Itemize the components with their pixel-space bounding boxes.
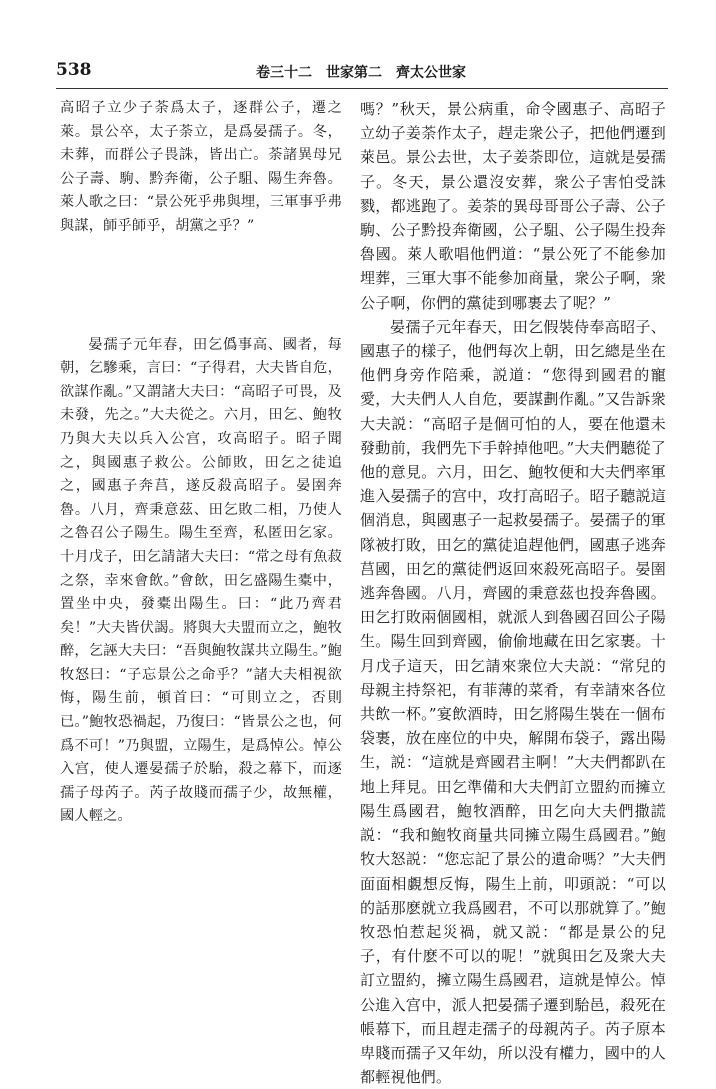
classical-text-column — [60, 97, 342, 837]
page-header — [56, 60, 668, 86]
classical-paragraph-1: 高昭子立少子荼爲太子，逐群公子，遷之萊。景公卒，太子荼立，是爲晏孺子。冬，未葬，而群公子畏誅，皆出亡。荼諸異母兄公子壽、駒、黔奔衛，公子駔、陽生奔魯。萊人歌之曰：“景公死乎弗與埋，三軍事乎弗與謀，師乎師乎，胡黨之乎？” — [60, 100, 342, 234]
header-rule — [56, 88, 668, 89]
translation-paragraph-1: 嗎？”秋天，景公病重，命令國惠子、高昭子立幼子姜荼作太子，趕走衆公子，把他們遷到萊邑。景公去世，太子姜荼即位，這就是晏孺子。冬天，景公還沒安葬，衆公子害怕受誅戮，都逃跑了。姜荼的異母哥哥公子壽、公子駒、公子黔投奔衛國，公子駔、公子陽生投奔魯國。萊人歌唱他們道：“景公死了不能參加埋葬，三軍大事不能參加商量，衆公子啊，衆公子啊，你們的黨徒到哪裹去了呢？” — [360, 100, 666, 312]
classical-paragraph-2: 晏孺子元年春，田乞僞事高、國者，每朝，乞驂乘，言曰：“子得君，大夫皆自危，欲謀作亂。”又謂諸大夫曰：“高昭子可畏，及未發，先之。”大夫從之。六月，田乞、鮑牧乃與大夫以兵入公宫，攻高昭子。昭子聞之，與國惠子救公。公師敗，田乞之徒追之，國惠子奔莒，遂反殺高昭子。晏圉奔魯。八月，齊秉意茲、田乞敗二相，乃使人之魯召公子陽生。陽生至齊，私匿田乞家。十月戊子，田乞請諸大夫曰：“常之母有魚菽之祭，幸來會飲。”會飲，田乞盛陽生橐中，置坐中央，發橐出陽生。曰：“此乃齊君矣！”大夫皆伏謁。將與大夫盟而立之，鮑牧醉，乞誣大夫曰：“吾與鮑牧謀共立陽生。”鮑牧怒曰：“子忘景公之命乎？”諸大夫相視欲悔，陽生前，頓首曰：“可則立之，否則已。”鮑牧恐禍起，乃復曰：“皆景公之也，何爲不可！”乃與盟，立陽生，是爲悼公。悼公入宫，使人遷晏孺子於駘，殺之幕下，而逐孺子母芮子。芮子故賤而孺子少，故無權，國人輕之。 — [60, 336, 342, 825]
page-number: 538 — [56, 60, 92, 80]
paragraph-gap — [60, 239, 342, 334]
running-title: 卷三十二 世家第二 齊太公世家 — [256, 65, 466, 81]
translation-column — [360, 97, 666, 1087]
translation-paragraph-2: 晏孺子元年春天，田乞假裝侍奉高昭子、國惠子的樣子，他們每次上朝，田乞總是坐在他們身旁作陪乘，説道：“您得到國君的寵愛，大夫們人人自危，要謀劃作亂。”又告訴衆大夫説：“高昭子是個可怕的人，要在他還未發動前，我們先下手幹掉他吧。”大夫們聽從了他的意見。六月，田乞、鮑牧便和大夫們率軍進入晏孺子的宫中，攻打高昭子。昭子聽説這個消息，與國惠子一起救晏孺子。晏孺子的軍隊被打敗，田乞的黨徒追趕他們，國惠子逃奔莒國，田乞的黨徒們返回來殺死高昭子。晏圉逃奔魯國。八月，齊國的秉意茲也投奔魯國。田乞打敗兩個國相，就派人到魯國召回公子陽生。陽生回到齊國，偷偷地藏在田乞家裹。十月戊子這天，田乞請來衆位大夫説：“常兒的母親主持祭祀，有菲薄的菜肴，有幸請來各位共飲一杯。”宴飲酒時，田乞將陽生裝在一個布袋裹，放在座位的中央，解開布袋子，露出陽生，説：“這就是齊國君主啊！”大夫們都趴在地上拜見。田乞準備和大夫們訂立盟約而擁立陽生爲國君，鮑牧酒醉，田乞向大夫們撒謊説：“我和鮑牧商量共同擁立陽生爲國君。”鮑牧大怒説：“您忘記了景公的遺命嗎？”大夫們面面相覷想反悔，陽生上前，叩頭説：“可以的話那麽就立我爲國君，不可以那就算了。”鮑牧恐怕惹起災禍，就又説：“都是景公的兒子，有什麽不可以的呢！”就與田乞及衆大夫訂立盟約，擁立陽生爲國君，這就是悼公。悼公進入宫中，派人把晏孺子遷到駘邑，殺死在帳幕下，而且趕走孺子的母親芮子。芮子原本卑賤而孺子又年幼，所以没有權力，國中的人都輕視他們。 — [360, 317, 666, 1087]
